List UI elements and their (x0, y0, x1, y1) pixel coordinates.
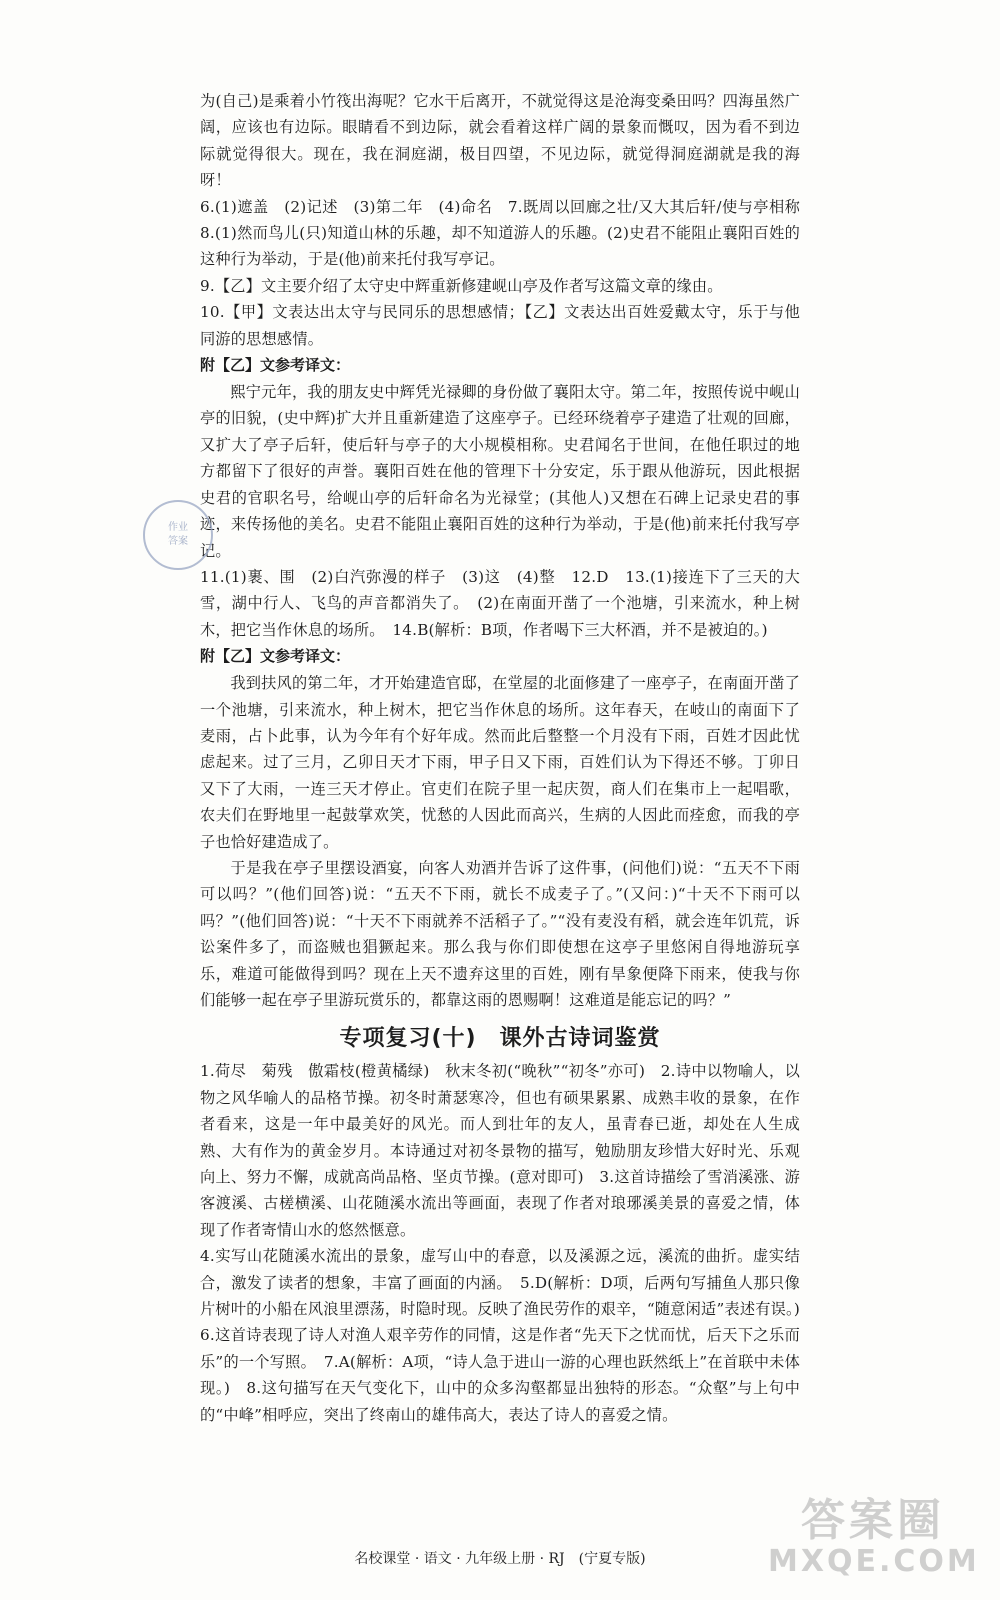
answers-11-14: 11.(1)裹、围 (2)白汽弥漫的样子 (3)这 (4)整 12.D 13.(1)接连下了三天的大雪，湖中行人、飞鸟的声音都消失了。 (2)在南面开凿了一个池塘，引来流水，种上树木，把它当作休息的场所。 14.B(解析：B项，作者喝下三大杯酒，并不是被迫的。) (200, 567, 800, 639)
stamp-line-2: 答案 (168, 536, 188, 547)
watermark-bottom: MXQE.COM (768, 1544, 980, 1579)
poetry-answers-4-8: 4.实写山花随溪水流出的景象，虚写山中的春意，以及溪源之远，溪流的曲折。虚实结合，激发了读者的想象，丰富了画面的内涵。 5.D(解析：D项，后两句写捕鱼人那只像片树叶的小船在风浪里漂荡，时隐时现。反映了渔民劳作的艰辛，“随意闲适”表述有误。) 6.这首诗表现了诗人对渔人艰辛劳作的同情，这是作者“先天下之忧而忧，后天下之乐而乐”的一个写照。 7.A(解析：A项，“诗人急于进山一游的心理也跃然纸上”在首联中未体现。) 8.这句描写在天气变化下，山中的众多沟壑都显出独特的形态。“众壑”与上句中的“中峰”相呼应，突出了终南山的雄伟高大，表达了诗人的喜爱之情。 (200, 1247, 816, 1424)
watermark-logo (768, 1496, 978, 1582)
translation-heading-1: 附【乙】文参考译文： (200, 356, 351, 375)
stamp-seal (143, 500, 213, 570)
section-title: 专项复习(十) 课外古诗词鉴赏 (339, 1026, 661, 1052)
page-footer: 名校课堂 · 语文 · 九年级上册 · RJ (宁夏专版) (354, 1551, 646, 1567)
poetry-answers-1-3: 1.荷尽 菊残 傲霜枝(橙黄橘绿) 秋末冬初(“晚秋”“初冬”亦可) 2.诗中以物喻人，以物之风华喻人的品格节操。初冬时萧瑟寒冷，但也有硕果累累、成熟丰收的景象，在作者看来，这是一年中最美好的风光。而人到壮年的友人，虽青春已逝，却处在人生成熟、大有作为的黄金岁月。本诗通过对初冬景物的描写，勉励朋友珍惜大好时光、乐观向上、努力不懈，成就高尚品格、坚贞节操。(意对即可) 3.这首诗描绘了雪消溪涨、游客渡溪、古槎横溪、山花随溪水流出等画面，表现了作者对琅琊溪美景的喜爱之情，体现了作者寄情山水的悠然惬意。 (200, 1062, 800, 1239)
translation-heading-2: 附【乙】文参考译文： (200, 647, 351, 666)
page-body (200, 88, 816, 1428)
answers-6-8: 6.(1)遮盖 (2)记述 (3)第二年 (4)命名 7.既周以回廊之壮/又大其后轩/使与亭相称 8.(1)然而鸟儿(只)知道山林的乐趣，却不知道游人的乐趣。(2)史君不能阻止襄阳百姓的这种行为举动，于是(他)前来托付我写亭记。 (200, 197, 816, 269)
translation-2-part1: 我到扶风的第二年，才开始建造官邸，在堂屋的北面修建了一座亭子，在南面开凿了一个池塘，引来流水，种上树木，把它当作休息的场所。这年春天，在岐山的南面下了麦雨，占卜此事，认为今年有个好年成。然而此后整整一个月没有下雨，百姓才因此忧虑起来。过了三月，乙卯日天才下雨，甲子日又下雨，百姓们认为下得还不够。丁卯日又下了大雨，一连三天才停止。官吏们在院子里一起庆贺，商人们在集市上一起唱歌，农夫们在野地里一起鼓掌欢笑，忧愁的人因此而高兴，生病的人因此而痊愈，而我的亭子也恰好建造成了。 (200, 674, 800, 851)
translation-2-part2: 于是我在亭子里摆设酒宴，向客人劝酒并告诉了这件事，(问他们)说：“五天不下雨可以吗？”(他们回答)说：“五天不下雨，就长不成麦子了。”(又问：)“十天不下雨可以吗？”(他们回答)说：“十天不下雨就养不活稻子了。”“没有麦没有稻，就会连年饥荒，诉讼案件多了，而盗贼也猖獗起来。那么我与你们即使想在这亭子里悠闲自得地游玩享乐，难道可能做得到吗？现在上天不遗弃这里的百姓，刚有旱象便降下雨来，使我与你们能够一起在亭子里游玩赏乐的，都靠这雨的恩赐啊！这难道是能忘记的吗？” (200, 858, 800, 1009)
watermark-top: 答案圈 (801, 1495, 945, 1546)
stamp-line-1: 作业 (168, 522, 188, 533)
answer-10: 10.【甲】文表达出太守与民同乐的思想感情；【乙】文表达出百姓爱戴太守，乐于与他同游的思想感情。 (200, 303, 800, 348)
translation-1: 熙宁元年，我的朋友史中辉凭光禄卿的身份做了襄阳太守。第二年，按照传说中岘山亭的旧貌，(史中辉)扩大并且重新建造了这座亭子。已经环绕着亭子建造了壮观的回廊，又扩大了亭子后轩，使后轩与亭子的大小规模相称。史君闻名于世间，在他任职过的地方都留下了很好的声誉。襄阳百姓在他的管理下十分安定，乐于跟从他游玩，因此根据史君的官职名号，给岘山亭的后轩命名为光禄堂；(其他人)又想在石碑上记录史君的事迹，来传扬他的美名。史君不能阻止襄阳百姓的这种行为举动，于是(他)前来托付我写亭记。 (200, 383, 800, 560)
translation-continued: 为(自己)是乘着小竹筏出海呢？它水干后离开，不就觉得这是沧海变桑田吗？四海虽然广阔，应该也有边际。眼睛看不到边际，就会看着这样广阔的景象而慨叹，因为看不到边际就觉得很大。现在，我在洞庭湖，极目四望，不见边际，就觉得洞庭湖就是我的海呀！ (200, 92, 800, 190)
answer-9: 9.【乙】文主要介绍了太守史中辉重新修建岘山亭及作者写这篇文章的缘由。 (200, 276, 723, 295)
